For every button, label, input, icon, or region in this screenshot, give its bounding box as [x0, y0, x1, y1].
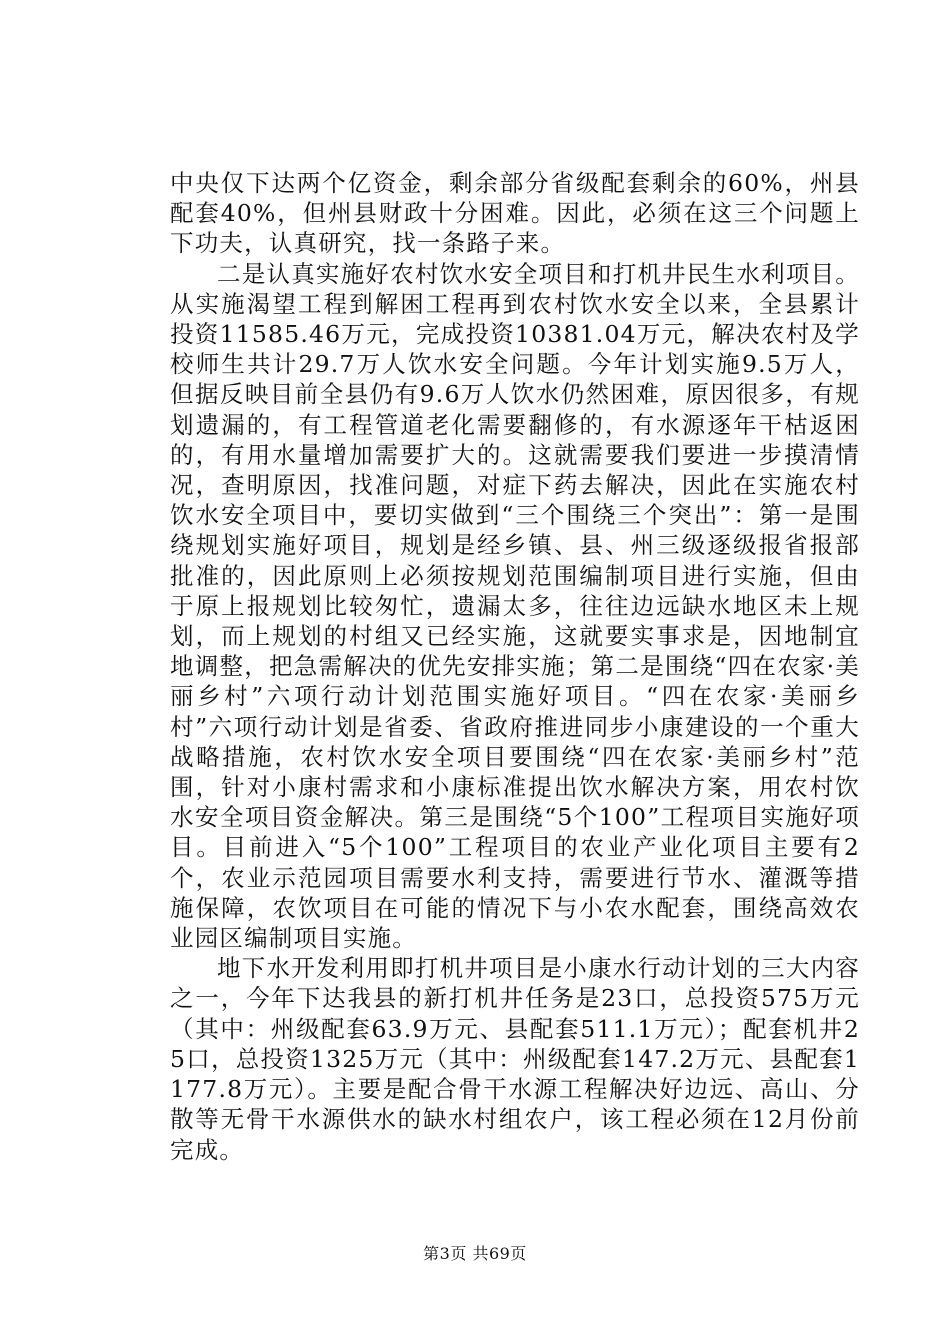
paragraph-groundwater-wells: 地下水开发利用即打机井项目是小康水行动计划的三大内容之一，今年下达我县的新打机井任务是23口，总投资575万元（其中：州级配套63.9万元、县配套511.1万元）；配套机井25口，总投资1325万元（其中：州级配套147.2万元、县配套1177.8万元）。主要是配合骨干水源工程解决好边远、高山、分散等无骨干水源供水的缺水村组农户，该工程必须在12月份前完成。 — [170, 954, 860, 1164]
paragraph-drinking-water: 二是认真实施好农村饮水安全项目和打机井民生水利项目。从实施渴望工程到解困工程再到农村饮水安全以来，全县累计投资11585.46万元，完成投资10381.04万元，解决农村及学校师生共计29.7万人饮水安全问题。今年计划实施9.5万人，但据反映目前全县仍有9.6万人饮水仍然困难，原因很多，有规划遗漏的，有工程管道老化需要翻修的，有水源逐年干枯返困的，有用水量增加需要扩大的。这就需要我们要进一步摸清情况，查明原因，找准问题，对症下药去解决，因此在实施农村饮水安全项目中，要切实做到“三个围绕三个突出”：第一是围绕规划实施好项目，规划是经乡镇、县、州三级逐级报省报部批准的，因此原则上必须按规划范围编制项目进行实施，但由于原上报规划比较匆忙，遗漏太多，往往边远缺水地区未上规划，而上规划的村组又已经实施，这就要实事求是，因地制宜地调整，把急需解决的优先安排实施；第二是围绕“四在农家·美丽乡村”六项行动计划范围实施好项目。“四在农家·美丽乡村”六项行动计划是省委、省政府推进同步小康建设的一个重大战略措施，农村饮水安全项目要围绕“四在农家·美丽乡村”范围，针对小康村需求和小康标准提出饮水解决方案，用农村饮水安全项目资金解决。第三是围绕“5个100”工程项目实施好项目。目前进入“5个100”工程项目的农业产业化项目主要有2个，农业示范园项目需要水利支持，需要进行节水、灌溉等措施保障，农饮项目在可能的情况下与小农水配套，围绕高效农业园区编制项目实施。 — [170, 259, 860, 953]
document-body — [170, 168, 860, 1165]
page-footer: 第3页 共69页 — [423, 1244, 527, 1263]
paragraph-continued: 中央仅下达两个亿资金，剩余部分省级配套剩余的60%，州县配套40%，但州县财政十分困难。因此，必须在这三个问题上下功夫，认真研究，找一条路子来。 — [170, 169, 860, 258]
